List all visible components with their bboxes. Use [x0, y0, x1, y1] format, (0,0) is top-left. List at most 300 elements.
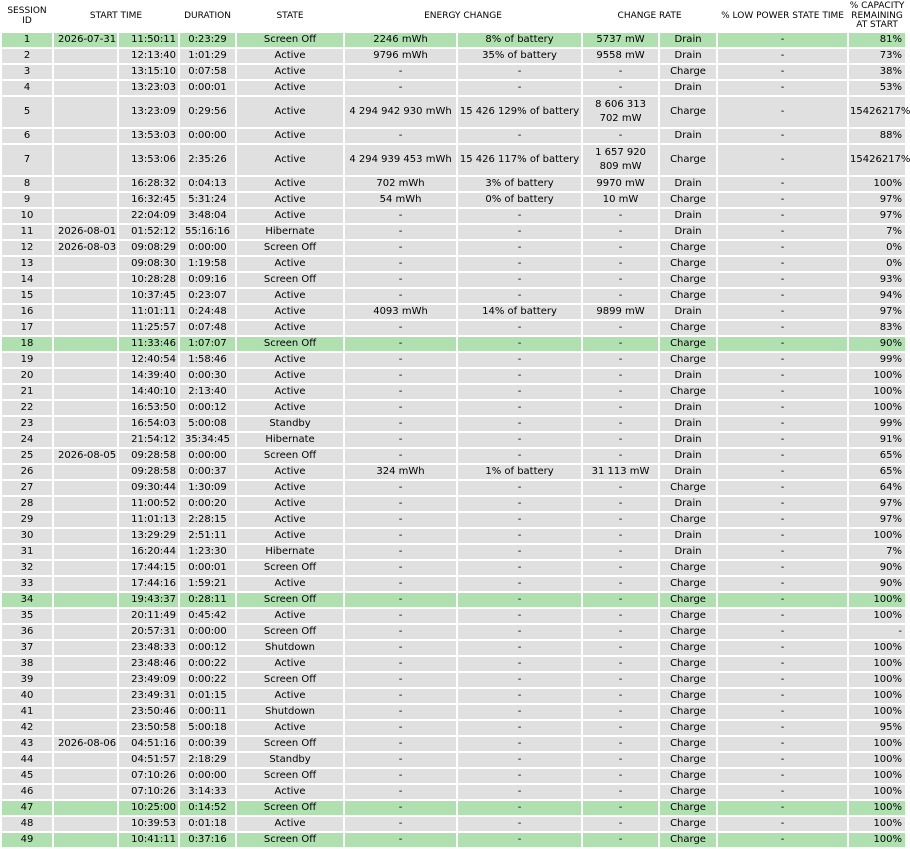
column-header-start-time[interactable]: START TIME [54, 2, 178, 31]
start-time-cell: 23:49:09 [119, 673, 178, 687]
change-direction-cell: Charge [660, 577, 716, 591]
session-id-cell: 47 [2, 801, 52, 815]
start-date-cell [54, 481, 117, 495]
column-header-state[interactable]: STATE [237, 2, 343, 31]
duration-cell: 1:07:07 [180, 337, 235, 351]
start-time-cell: 01:52:12 [119, 225, 178, 239]
start-time-cell: 10:28:28 [119, 273, 178, 287]
duration-cell: 0:00:12 [180, 641, 235, 655]
start-date-cell [54, 577, 117, 591]
start-date-cell [54, 721, 117, 735]
column-header-low-power-time[interactable]: % LOW POWER STATE TIME [718, 2, 847, 31]
battery-percent-change-cell: - [458, 481, 581, 495]
change-rate-cell: - [583, 449, 658, 463]
change-direction-cell: Drain [660, 225, 716, 239]
start-date-cell [54, 609, 117, 623]
duration-cell: 0:00:01 [180, 81, 235, 95]
change-direction-cell: Charge [660, 689, 716, 703]
battery-percent-change-cell: 1% of battery [458, 465, 581, 479]
low-power-time-cell: - [718, 401, 847, 415]
energy-change-cell: - [345, 289, 456, 303]
session-id-cell: 19 [2, 353, 52, 367]
start-time-cell: 10:37:45 [119, 289, 178, 303]
change-rate-cell: - [583, 401, 658, 415]
state-cell: Active [237, 321, 343, 335]
low-power-time-cell: - [718, 65, 847, 79]
capacity-at-start-cell: 65% [849, 465, 905, 479]
session-id-cell: 46 [2, 785, 52, 799]
session-id-cell: 40 [2, 689, 52, 703]
change-rate-cell: - [583, 625, 658, 639]
capacity-header-line-3: AT START [856, 20, 898, 31]
capacity-at-start-cell: 97% [849, 305, 905, 319]
column-header-change-rate[interactable]: CHANGE RATE [583, 2, 716, 31]
change-rate-cell: - [583, 241, 658, 255]
change-rate-cell: - [583, 545, 658, 559]
low-power-time-cell: - [718, 609, 847, 623]
start-time-cell: 11:01:13 [119, 513, 178, 527]
battery-percent-change-cell: - [458, 321, 581, 335]
change-rate-cell: 1 657 920 809 mW [583, 145, 658, 175]
table-row [2, 241, 905, 255]
start-date-cell: 2026-08-06 [54, 737, 117, 751]
change-rate-cell: - [583, 561, 658, 575]
table-row [2, 801, 905, 815]
state-cell: Screen Off [237, 673, 343, 687]
table-row [2, 209, 905, 223]
start-date-cell [54, 753, 117, 767]
table-row [2, 177, 905, 191]
energy-change-cell: - [345, 817, 456, 831]
session-id-cell: 6 [2, 129, 52, 143]
change-direction-cell: Charge [660, 65, 716, 79]
duration-cell: 0:00:30 [180, 369, 235, 383]
session-id-cell: 5 [2, 97, 52, 127]
table-row [2, 449, 905, 463]
table-row [2, 401, 905, 415]
low-power-time-cell: - [718, 129, 847, 143]
change-rate-cell: - [583, 289, 658, 303]
start-time-cell: 14:40:10 [119, 385, 178, 399]
start-date-cell [54, 49, 117, 63]
low-power-time-cell: - [718, 785, 847, 799]
change-direction-cell: Charge [660, 561, 716, 575]
battery-percent-change-cell: - [458, 289, 581, 303]
start-date-cell [54, 273, 117, 287]
session-id-cell: 29 [2, 513, 52, 527]
change-direction-cell: Charge [660, 273, 716, 287]
capacity-at-start-cell: 100% [849, 385, 905, 399]
battery-percent-change-cell: 35% of battery [458, 49, 581, 63]
energy-change-cell: - [345, 657, 456, 671]
energy-change-cell: - [345, 721, 456, 735]
table-row [2, 257, 905, 271]
duration-cell: 2:51:11 [180, 529, 235, 543]
low-power-time-cell: - [718, 33, 847, 47]
session-id-cell: 10 [2, 209, 52, 223]
start-date-cell [54, 97, 117, 127]
change-direction-cell: Charge [660, 353, 716, 367]
start-time-cell: 10:39:53 [119, 817, 178, 831]
table-row [2, 833, 905, 847]
change-rate-cell: - [583, 369, 658, 383]
state-cell: Active [237, 257, 343, 271]
low-power-time-cell: - [718, 545, 847, 559]
start-time-cell: 09:28:58 [119, 465, 178, 479]
duration-cell: 5:31:24 [180, 193, 235, 207]
capacity-at-start-cell: 100% [849, 833, 905, 847]
capacity-at-start-cell: 100% [849, 753, 905, 767]
session-id-cell: 45 [2, 769, 52, 783]
duration-cell: 0:01:15 [180, 689, 235, 703]
change-direction-cell: Charge [660, 97, 716, 127]
low-power-time-cell: - [718, 193, 847, 207]
start-time-cell: 23:48:33 [119, 641, 178, 655]
capacity-at-start-cell: 100% [849, 593, 905, 607]
change-direction-cell: Drain [660, 433, 716, 447]
change-direction-cell: Charge [660, 593, 716, 607]
duration-cell: 35:34:45 [180, 433, 235, 447]
duration-cell: 3:14:33 [180, 785, 235, 799]
table-row [2, 97, 905, 127]
battery-percent-change-cell: - [458, 705, 581, 719]
duration-cell: 1:59:21 [180, 577, 235, 591]
battery-percent-change-cell: - [458, 721, 581, 735]
change-rate-cell: - [583, 593, 658, 607]
change-direction-cell: Drain [660, 129, 716, 143]
start-date-cell [54, 625, 117, 639]
state-cell: Screen Off [237, 449, 343, 463]
change-rate-cell: - [583, 689, 658, 703]
start-date-cell [54, 305, 117, 319]
change-direction-cell: Charge [660, 673, 716, 687]
battery-percent-change-cell: - [458, 737, 581, 751]
start-date-cell [54, 817, 117, 831]
low-power-time-cell: - [718, 737, 847, 751]
duration-cell: 0:28:11 [180, 593, 235, 607]
state-cell: Screen Off [237, 561, 343, 575]
state-cell: Active [237, 289, 343, 303]
start-date-cell [54, 337, 117, 351]
energy-change-cell: - [345, 801, 456, 815]
session-id-cell: 14 [2, 273, 52, 287]
duration-cell: 55:16:16 [180, 225, 235, 239]
energy-change-cell: 4 294 939 453 mWh [345, 145, 456, 175]
capacity-at-start-cell: 100% [849, 785, 905, 799]
session-id-cell: 48 [2, 817, 52, 831]
change-rate-cell: - [583, 657, 658, 671]
change-direction-cell: Drain [660, 465, 716, 479]
change-rate-cell: 9899 mW [583, 305, 658, 319]
state-cell: Active [237, 577, 343, 591]
low-power-time-cell: - [718, 465, 847, 479]
low-power-time-cell: - [718, 577, 847, 591]
start-time-cell: 21:54:12 [119, 433, 178, 447]
state-cell: Active [237, 657, 343, 671]
battery-percent-change-cell: - [458, 257, 581, 271]
capacity-at-start-cell: 83% [849, 321, 905, 335]
start-time-cell: 09:08:30 [119, 257, 178, 271]
battery-percent-change-cell: - [458, 449, 581, 463]
column-header-session-id[interactable]: SESSION ID [2, 2, 52, 31]
duration-cell: 2:35:26 [180, 145, 235, 175]
start-date-cell [54, 353, 117, 367]
state-cell: Screen Off [237, 801, 343, 815]
start-time-cell: 14:39:40 [119, 369, 178, 383]
battery-percent-change-cell: - [458, 353, 581, 367]
table-row [2, 577, 905, 591]
start-date-cell [54, 689, 117, 703]
low-power-time-cell: - [718, 417, 847, 431]
table-row [2, 545, 905, 559]
start-date-cell [54, 529, 117, 543]
state-cell: Active [237, 65, 343, 79]
change-direction-cell: Drain [660, 81, 716, 95]
duration-cell: 0:00:22 [180, 657, 235, 671]
change-rate-cell: - [583, 737, 658, 751]
change-direction-cell: Charge [660, 817, 716, 831]
capacity-at-start-cell: 94% [849, 289, 905, 303]
energy-change-cell: - [345, 609, 456, 623]
energy-change-cell: - [345, 321, 456, 335]
table-row [2, 273, 905, 287]
session-id-cell: 15 [2, 289, 52, 303]
low-power-time-cell: - [718, 145, 847, 175]
battery-percent-change-cell: - [458, 225, 581, 239]
capacity-at-start-cell: 100% [849, 401, 905, 415]
state-cell: Shutdown [237, 705, 343, 719]
table-row [2, 289, 905, 303]
battery-percent-change-cell: - [458, 129, 581, 143]
low-power-time-cell: - [718, 689, 847, 703]
battery-percent-change-cell: - [458, 689, 581, 703]
start-time-cell: 16:32:45 [119, 193, 178, 207]
state-cell: Hibernate [237, 225, 343, 239]
low-power-time-cell: - [718, 321, 847, 335]
duration-cell: 2:18:29 [180, 753, 235, 767]
capacity-at-start-cell: 88% [849, 129, 905, 143]
table-row [2, 337, 905, 351]
table-row [2, 225, 905, 239]
state-cell: Active [237, 129, 343, 143]
capacity-at-start-cell: 100% [849, 369, 905, 383]
session-id-cell: 22 [2, 401, 52, 415]
state-cell: Screen Off [237, 625, 343, 639]
state-cell: Standby [237, 753, 343, 767]
table-row [2, 785, 905, 799]
table-row [2, 529, 905, 543]
start-date-cell [54, 129, 117, 143]
start-date-cell [54, 401, 117, 415]
capacity-at-start-cell: 0% [849, 257, 905, 271]
start-time-cell: 09:28:58 [119, 449, 178, 463]
energy-change-cell: - [345, 513, 456, 527]
capacity-at-start-cell: - [849, 625, 905, 639]
change-direction-cell: Drain [660, 49, 716, 63]
low-power-time-cell: - [718, 721, 847, 735]
battery-percent-change-cell: - [458, 833, 581, 847]
table-row [2, 721, 905, 735]
capacity-at-start-cell: 53% [849, 81, 905, 95]
table-row [2, 481, 905, 495]
start-time-cell: 04:51:16 [119, 737, 178, 751]
table-row [2, 513, 905, 527]
capacity-at-start-cell: 100% [849, 801, 905, 815]
state-cell: Hibernate [237, 545, 343, 559]
start-date-cell: 2026-08-01 [54, 225, 117, 239]
change-rate-cell: - [583, 257, 658, 271]
battery-percent-change-cell: 15 426 117% of battery [458, 145, 581, 175]
change-rate-cell: 9970 mW [583, 177, 658, 191]
battery-percent-change-cell: - [458, 641, 581, 655]
battery-percent-change-cell: - [458, 657, 581, 671]
battery-percent-change-cell: - [458, 545, 581, 559]
battery-percent-change-cell: - [458, 81, 581, 95]
start-time-cell: 12:13:40 [119, 49, 178, 63]
low-power-time-cell: - [718, 833, 847, 847]
change-direction-cell: Drain [660, 177, 716, 191]
battery-percent-change-cell: - [458, 433, 581, 447]
low-power-time-cell: - [718, 497, 847, 511]
duration-cell: 0:37:16 [180, 833, 235, 847]
low-power-time-cell: - [718, 513, 847, 527]
energy-change-cell: - [345, 561, 456, 575]
table-row [2, 769, 905, 783]
duration-cell: 3:48:04 [180, 209, 235, 223]
change-rate-cell: - [583, 529, 658, 543]
session-id-cell: 20 [2, 369, 52, 383]
energy-change-cell: - [345, 497, 456, 511]
change-rate-cell: 31 113 mW [583, 465, 658, 479]
table-row [2, 321, 905, 335]
duration-cell: 0:14:52 [180, 801, 235, 815]
battery-percent-change-cell: 0% of battery [458, 193, 581, 207]
table-row [2, 49, 905, 63]
start-date-cell [54, 561, 117, 575]
start-date-cell [54, 545, 117, 559]
session-id-cell: 32 [2, 561, 52, 575]
column-header-capacity-at-start[interactable] [849, 2, 905, 31]
low-power-time-cell: - [718, 481, 847, 495]
session-id-cell: 18 [2, 337, 52, 351]
battery-percent-change-cell: - [458, 369, 581, 383]
table-row [2, 305, 905, 319]
energy-change-cell: - [345, 705, 456, 719]
battery-percent-change-cell: - [458, 209, 581, 223]
start-time-cell: 13:15:10 [119, 65, 178, 79]
change-direction-cell: Charge [660, 481, 716, 495]
duration-cell: 0:00:00 [180, 769, 235, 783]
energy-change-cell: - [345, 401, 456, 415]
session-id-cell: 28 [2, 497, 52, 511]
state-cell: Active [237, 145, 343, 175]
table-row [2, 193, 905, 207]
energy-change-cell: - [345, 433, 456, 447]
session-id-cell: 35 [2, 609, 52, 623]
battery-percent-change-cell: - [458, 801, 581, 815]
table-row [2, 81, 905, 95]
capacity-at-start-cell: 99% [849, 353, 905, 367]
start-date-cell [54, 593, 117, 607]
session-id-cell: 43 [2, 737, 52, 751]
change-rate-cell: - [583, 353, 658, 367]
change-rate-cell: - [583, 209, 658, 223]
change-rate-cell: - [583, 273, 658, 287]
change-direction-cell: Charge [660, 737, 716, 751]
capacity-at-start-cell: 100% [849, 769, 905, 783]
change-direction-cell: Drain [660, 209, 716, 223]
column-header-energy-change[interactable]: ENERGY CHANGE [345, 2, 581, 31]
energy-change-cell: - [345, 625, 456, 639]
start-time-cell: 20:57:31 [119, 625, 178, 639]
duration-cell: 5:00:08 [180, 417, 235, 431]
start-date-cell [54, 289, 117, 303]
low-power-time-cell: - [718, 753, 847, 767]
battery-percent-change-cell: - [458, 241, 581, 255]
start-time-cell: 13:53:03 [119, 129, 178, 143]
start-time-cell: 09:30:44 [119, 481, 178, 495]
session-id-cell: 3 [2, 65, 52, 79]
duration-cell: 1:30:09 [180, 481, 235, 495]
energy-change-cell: - [345, 593, 456, 607]
start-date-cell [54, 209, 117, 223]
session-id-cell: 21 [2, 385, 52, 399]
duration-cell: 0:09:16 [180, 273, 235, 287]
capacity-at-start-cell: 65% [849, 449, 905, 463]
change-rate-cell: 9558 mW [583, 49, 658, 63]
low-power-time-cell: - [718, 529, 847, 543]
change-direction-cell: Drain [660, 401, 716, 415]
change-rate-cell: - [583, 817, 658, 831]
change-direction-cell: Drain [660, 497, 716, 511]
table-row [2, 625, 905, 639]
duration-cell: 0:07:58 [180, 65, 235, 79]
change-rate-cell: - [583, 129, 658, 143]
low-power-time-cell: - [718, 641, 847, 655]
table-row [2, 497, 905, 511]
session-id-cell: 16 [2, 305, 52, 319]
change-rate-cell: - [583, 577, 658, 591]
battery-percent-change-cell: - [458, 609, 581, 623]
start-time-cell: 16:53:50 [119, 401, 178, 415]
state-cell: Active [237, 305, 343, 319]
change-rate-cell: - [583, 417, 658, 431]
column-header-duration[interactable]: DURATION [180, 2, 235, 31]
change-rate-cell: - [583, 673, 658, 687]
duration-cell: 1:19:58 [180, 257, 235, 271]
energy-change-cell: - [345, 241, 456, 255]
energy-change-cell: - [345, 65, 456, 79]
start-time-cell: 17:44:16 [119, 577, 178, 591]
battery-percent-change-cell: - [458, 401, 581, 415]
table-row [2, 33, 905, 47]
table-row [2, 353, 905, 367]
energy-change-cell: - [345, 545, 456, 559]
low-power-time-cell: - [718, 337, 847, 351]
table-row [2, 705, 905, 719]
change-direction-cell: Charge [660, 705, 716, 719]
low-power-time-cell: - [718, 705, 847, 719]
table-row [2, 657, 905, 671]
state-cell: Screen Off [237, 769, 343, 783]
change-rate-cell: 10 mW [583, 193, 658, 207]
energy-change-cell: - [345, 769, 456, 783]
table-row [2, 609, 905, 623]
start-date-cell [54, 785, 117, 799]
duration-cell: 0:00:12 [180, 401, 235, 415]
state-cell: Active [237, 81, 343, 95]
start-date-cell [54, 657, 117, 671]
